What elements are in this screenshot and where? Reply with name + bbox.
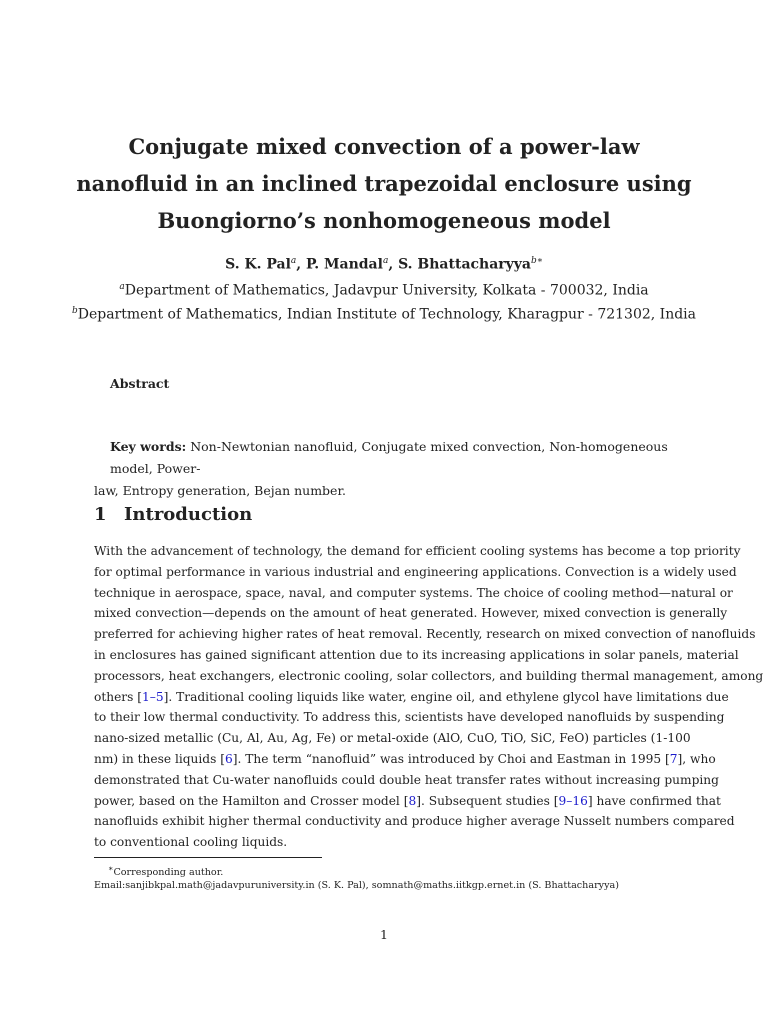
footnote-email: Email:sanjibkpal.math@jadavpuruniversity.in (S. K. Pal), somnath@maths.iitkgp.ernet.in (S. Bhattacharyya) [94, 880, 619, 891]
paragraph-text: nanofluids exhibit higher thermal conductivity and produce higher average Nusselt numbers compared [94, 814, 735, 829]
paragraph-text: ]. The term “nanofluid” was introduced by Choi and Eastman in 1995 [ [232, 751, 670, 766]
paragraph-line [94, 666, 764, 687]
paragraph-text: ]. Subsequent studies [ [416, 793, 559, 808]
section-number: 1 [94, 504, 107, 525]
author-name: P. Mandal [306, 256, 383, 273]
author-affiliation-mark: a [382, 256, 389, 266]
title-line-2: nanofluid in an inclined trapezoidal enclosure using [76, 171, 692, 196]
paragraph-text: preferred for achieving higher rates of heat removal. Recently, research on mixed convection of nanofluids [94, 627, 756, 642]
affiliation-b [0, 306, 768, 323]
citation-link[interactable]: 6 [225, 751, 233, 766]
paragraph-line [94, 541, 741, 562]
paragraph-line [94, 811, 735, 832]
paragraph-text: processors, heat exchangers, electronic cooling, solar collectors, and building thermal management, among [94, 668, 764, 683]
paragraph-text: others [ [94, 689, 143, 704]
paragraph-text: in enclosures has gained significant attention due to its increasing applications in solar panels, material [94, 647, 739, 662]
paragraph-line [94, 624, 756, 645]
paper-title [0, 128, 768, 239]
footnote-corresponding [108, 864, 223, 878]
footnote-text: Corresponding author. [113, 867, 224, 879]
section-title: Introduction [124, 504, 253, 525]
paragraph-text: mixed convection—depends on the amount of heat generated. However, mixed convection is generally [94, 606, 728, 621]
author-name: S. Bhattacharyya [398, 256, 532, 273]
paragraph-text: to conventional cooling liquids. [94, 835, 288, 850]
author-separator: , [296, 256, 307, 273]
paragraph-text: for optimal performance in various industrial and engineering applications. Convection is a widely used [94, 564, 737, 579]
author-affiliation-mark: b∗ [531, 256, 543, 266]
abstract-heading: Abstract [110, 376, 170, 391]
paragraph-line [94, 791, 721, 812]
paragraph-line [94, 832, 679, 853]
title-line-3: Buongiorno’s nonhomogeneous model [157, 208, 611, 233]
paragraph-text: ]. Traditional cooling liquids like water, engine oil, and ethylene glycol have limitations due [163, 689, 729, 704]
paragraph-line [94, 770, 719, 791]
citation-link[interactable]: 1–5 [142, 689, 164, 704]
keywords-line-1 [94, 436, 674, 480]
keywords-line-2: law, Entropy generation, Bejan number. [94, 483, 347, 498]
paragraph-line [94, 687, 729, 708]
author-list [0, 256, 768, 273]
keywords-label: Key words: [110, 439, 187, 454]
affiliation-mark: b [71, 306, 78, 316]
paragraph-text: ] have confirmed that [587, 793, 721, 808]
paragraph-line [94, 603, 728, 624]
citation-link[interactable]: 7 [669, 751, 678, 766]
paragraph-line [94, 728, 691, 749]
citation-link[interactable]: 8 [408, 793, 417, 808]
paragraph-line [94, 749, 716, 770]
author-separator: , [388, 256, 399, 273]
paragraph-line [94, 645, 739, 666]
paragraph-text: With the advancement of technology, the demand for efficient cooling systems has become a top priority [94, 544, 741, 558]
paragraph-line [94, 562, 737, 583]
citation-link[interactable]: 9–16 [558, 793, 588, 808]
keywords-text: Non-Newtonian nanofluid, Conjugate mixed convection, Non-homogeneous model, Power- [110, 439, 668, 476]
keywords-block [94, 436, 674, 502]
paragraph-text: to their low thermal conductivity. To address this, scientists have developed nanofluids by suspending [94, 710, 725, 725]
section-heading [94, 504, 252, 525]
paragraph-text: power, based on the Hamilton and Crosser model [ [94, 793, 409, 808]
paragraph-text: nm) in these liquids [ [94, 751, 225, 766]
paragraph-line [94, 583, 733, 604]
paragraph-text: demonstrated that Cu-water nanofluids could double heat transfer rates without increasing pumping [94, 772, 719, 787]
paragraph-text: technique in aerospace, space, naval, and computer systems. The choice of cooling method—natural or [94, 585, 733, 600]
affiliation-a [0, 282, 768, 299]
affiliation-text: Department of Mathematics, Jadavpur University, Kolkata - 700032, India [124, 282, 649, 299]
affiliation-mark: a [119, 282, 125, 292]
title-line-1: Conjugate mixed convection of a power-law [128, 134, 640, 159]
introduction-paragraph [94, 541, 764, 853]
author-name: S. K. Pal [225, 256, 291, 273]
footnote-rule [94, 857, 322, 858]
author-affiliation-mark: a [290, 256, 297, 266]
paragraph-text: nano-sized metallic (Cu, Al, Au, Ag, Fe) or metal-oxide (AlO, CuO, TiO, SiC, FeO) particles (1-100 [94, 731, 691, 746]
paragraph-line [94, 707, 725, 728]
footnote-mark: ∗ [108, 864, 114, 873]
page-number: 1 [380, 927, 388, 942]
affiliation-text: Department of Mathematics, Indian Institute of Technology, Kharagpur - 721302, India [77, 306, 697, 323]
paragraph-text: ], who [677, 751, 716, 766]
